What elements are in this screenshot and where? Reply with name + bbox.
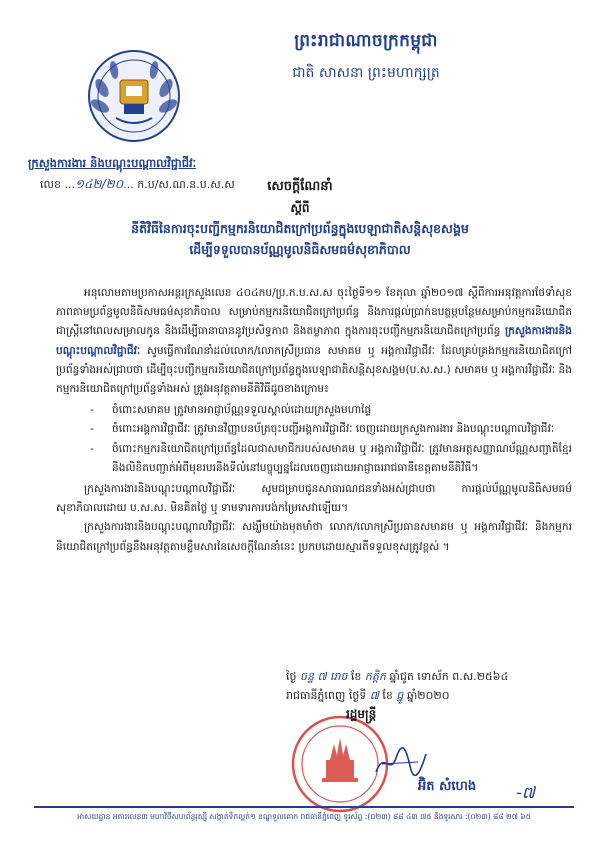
list-item: - ចំពោះសមាគម ត្រូវមានអាជ្ញាប័ណ្ណទទួលស្គាល់ដោយក្រសួងមហាផ្ទៃ bbox=[56, 401, 572, 420]
page-number: -៧ bbox=[516, 783, 535, 802]
reference-line: លេខ ...១៤២/២០... ក.ប/ស.ណ.ន.ប.ស.ស bbox=[40, 177, 235, 191]
subject-line-2: ដើម្បីទទួលបានប័ណ្ណមូលនិធិសមធម៌សុខាភិបាល bbox=[189, 242, 411, 257]
solar-year: ឆ្នាំ២០២០ bbox=[406, 689, 450, 702]
intro-text: អនុលោមតាមប្រកាសអន្តរក្រសួងលេខ ៤០៤កប/ប្រ.ក.ប.ស.ស ចុះថ្ងៃទី១១ ខែតុលា ឆ្នាំ២០១៧ ស្តីពីការអនុវត្តការថែទាំសុខភាពតាមប្រព័ន្ធមូលនិធិសមធម៌សុខាភិបាល សម្រាប់កម្មករនិយោជិតក្រៅប្រព័ន្ធ និងការផ្តល់ប្រាក់ឧបត្ថម្ភបន្ថែមសម្រាប់កម្មករនិយោជិតជាស្ត្រីនៅពេលសម្រាលកូន និងដើម្បីធានាបាននូវប្រសិទ្ធភាព និងតម្លាភាព ក្នុងការចុះបញ្ជីកម្មករនិយោជិតក្រៅប្រព័ន្ធ bbox=[56, 287, 572, 338]
document-body bbox=[56, 284, 572, 557]
footer-address: អាសយដ្ឋាន អគារលេខ៣ មហាវិថីសហព័ន្ធរុស្ស៊ី សង្កាត់ទឹកល្អក់១ ខណ្ឌទួលគោក រាជធានីភ្នំពេញ ទូរស័ព្ទ :(០២៣) ៨៨ ៤៣ ៧៥ និងទូរសារ :(០២៣) ៨៨ ២៧ ៦៥ bbox=[77, 812, 531, 821]
reference-number: ១៤២/២០ bbox=[74, 177, 124, 191]
subject-line-1: នីតិវិធីនៃការចុះបញ្ជីកម្មករនិយោជិតក្រៅប្រព័ន្ធក្នុងបេឡាជាតិសន្តិសុខសង្គម bbox=[131, 221, 469, 236]
minister-label: រដ្ឋមន្ត្រី bbox=[346, 707, 377, 721]
solar-date bbox=[286, 686, 508, 705]
lunar-prefix: ថ្ងៃ bbox=[286, 670, 297, 683]
paragraph-closing: ក្រសួងការងារនិងបណ្តុះបណ្តាលវិជ្ជាជីវៈ សង្ឃឹមយ៉ាងមុតមាំថា លោក/លោកស្រីប្រធានសមាគម ឬ អង្គការវិជ្ជាជីវៈ និងកម្មករនិយោជិតក្រៅប្រព័ន្ធនឹងអនុវត្តតាមខ្លឹមសារនៃសេចក្តីណែនាំនេះ ប្រកបដោយស្មារតីទទួលខុសត្រូវខ្ពស់ ។ bbox=[56, 521, 572, 553]
intro-ministry: ក្រសួងការងារនិងបណ្តុះបណ្តាលវិជ្ជាជីវៈ bbox=[56, 325, 572, 357]
kingdom-title: ព្រះរាជាណាចក្រកម្ពុជា bbox=[294, 31, 438, 51]
date-block bbox=[286, 667, 508, 705]
ministry-name: ក្រសួងការងារ និងបណ្តុះបណ្តាលវិជ្ជាជីវៈ bbox=[28, 156, 197, 170]
solar-month: ធ្នូ bbox=[396, 689, 404, 702]
handwritten-signature-icon bbox=[372, 744, 428, 780]
footer-divider bbox=[34, 806, 574, 808]
list-item: - ចំពោះអង្គការវិជ្ជាជីវៈ ត្រូវមានវិញ្ញាបនប័ត្រចុះបញ្ជីអង្គការវិជ្ជាជីវៈ ចេញដោយក្រសួងការងារ និងបណ្តុះបណ្តាលវិជ្ជាជីវៈ bbox=[56, 420, 572, 439]
lunar-day: ចន្ទ ៧ រោច bbox=[299, 670, 348, 683]
intro-instruction: សូមធ្វើការណែនាំដល់លោក/លោកស្រីប្រធាន សមាគម ឬ អង្គការវិជ្ជាជីវៈ ដែលគ្រប់គ្រងកម្មករនិយោជិតក្រៅប្រព័ន្ធទាំងអស់ជ្រាបថា ដើម្បីចុះបញ្ជីកម្មករនិយោជិតក្រៅប្រព័ន្ធក្នុងបេឡាជាតិសន្តិសុខសង្គម(ប.ស.ស.) សមាគម ឬ អង្គការវិជ្ជាជីវៈ និងកម្មករនិយោជិតក្រៅប្រព័ន្ធទាំងអស់ ត្រូវអនុវត្តតាមនីតិវិធីដូចខាងក្រោម៖ bbox=[56, 344, 572, 396]
lunar-month: កត្តិក bbox=[364, 670, 386, 683]
list-item: - ចំពោះកម្មករនិយោជិតក្រៅប្រព័ន្ធដែលជាសមាជិករបស់សមាគម ឬ អង្គការវិជ្ជាជីវៈ ត្រូវមានអត្តសញ្ញាណប័ណ្ណសញ្ជាតិខ្មែរ និងលិខិតបញ្ជាក់អំពីមុខរបរនិងទីលំនៅបច្ចុប្បន្នដែលចេញដោយអាជ្ញាធររាជធានីខេត្តតាមនីតិវិធី។ bbox=[56, 440, 572, 478]
lunar-date bbox=[286, 667, 508, 686]
reference-label: លេខ bbox=[40, 178, 61, 191]
paragraph-free-of-charge: ក្រសួងការងារនិងបណ្តុះបណ្តាលវិជ្ជាជីវៈ សូមជម្រាបជូនសាធារណជនទាំងអស់ជ្រាបថា ការផ្តល់ប័ណ្ណមូលនិធិសមធម៌សុខាភិបាលដោយ ប.ស.ស. មិនគិតថ្លៃ ឬ ទាមទារការបង់កម្រៃសេវាឡើយ។ bbox=[56, 483, 572, 515]
solar-month-label: ខែ bbox=[382, 689, 393, 702]
solar-day: ៧ bbox=[369, 689, 379, 702]
ministry-emblem-icon bbox=[86, 48, 182, 144]
reference-code: ក.ប/ស.ណ.ន.ប.ស.ស bbox=[137, 178, 235, 191]
signatory-name: អ៊ិត សំហេង bbox=[418, 779, 477, 794]
lunar-month-label: ខែ bbox=[350, 670, 362, 683]
solar-prefix: រាជធានីភ្នំពេញ ថ្ងៃទី bbox=[286, 689, 367, 702]
national-motto: ជាតិ សាសនា ព្រះមហាក្សត្រ bbox=[292, 65, 440, 81]
document-subject bbox=[70, 218, 530, 260]
paragraph-intro bbox=[56, 284, 572, 399]
about-label: ស្តីពី bbox=[290, 201, 310, 215]
document-type: សេចក្តីណែនាំ bbox=[267, 179, 333, 194]
procedure-list bbox=[56, 401, 572, 478]
lunar-year: ឆ្នាំជូត ទោស័ក ព.ស.២៥៦៤ bbox=[389, 670, 509, 683]
